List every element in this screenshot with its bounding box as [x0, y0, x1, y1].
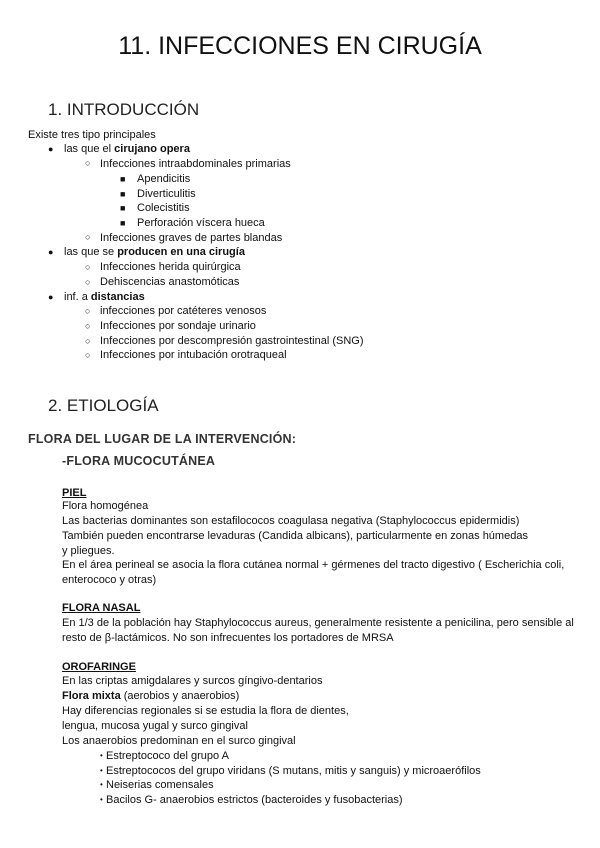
oro-line: En las criptas amigdalares y surcos gíngivo-dentarios — [62, 675, 323, 687]
list-item: las que se producen en una cirugía — [64, 246, 245, 258]
bullet-circle-icon: ○ — [85, 321, 91, 331]
oro-line: lengua, mucosa yugal y surco gingival — [62, 720, 248, 732]
list-item: Estreptococos del grupo viridans (S mutans, mitis y sanguis) y microaerófilos — [106, 765, 481, 777]
list-item: Infecciones graves de partes blandas — [100, 232, 283, 244]
page-title: 11. INFECCIONES EN CIRUGÍA — [118, 32, 482, 60]
list-item: inf. a distancias — [64, 291, 145, 303]
bullet-square-icon: ■ — [120, 218, 126, 228]
bullet-dot-icon: • — [100, 795, 103, 804]
oro-line: Los anaerobios predominan en el surco gingival — [62, 735, 296, 747]
section-heading-etiologia: 2. ETIOLOGÍA — [48, 396, 159, 415]
bullet-dot-icon: ● — [48, 292, 54, 302]
list-item: Dehiscencias anastomóticas — [100, 276, 240, 288]
bullet-circle-icon: ○ — [85, 336, 91, 346]
oro-line: Flora mixta (aerobios y anaerobios) — [62, 690, 240, 702]
bullet-square-icon: ■ — [120, 189, 126, 199]
piel-line: Flora homogénea — [62, 500, 149, 512]
bullet-circle-icon: ○ — [85, 232, 91, 242]
nasal-title: FLORA NASAL — [62, 602, 141, 614]
bullet-dot-icon: • — [100, 780, 103, 789]
bullet-circle-icon: ○ — [85, 306, 91, 316]
piel-line: En el área perineal se asocia la flora cutánea normal + gérmenes del tracto digestivo ( Escherichia coli, enterococo y otras) — [62, 559, 565, 586]
section-heading-introduccion: 1. INTRODUCCIÓN — [48, 100, 200, 119]
bullet-dot-icon: ● — [48, 144, 54, 154]
piel-line: Las bacterias dominantes son estafilococos coagulasa negativa (Staphylococcus epidermidis) — [62, 515, 520, 527]
subheading-flora-lugar: FLORA DEL LUGAR DE LA INTERVENCIÓN: — [28, 432, 297, 446]
list-item: infecciones por catéteres venosos — [100, 305, 267, 317]
bullet-dot-icon: • — [100, 751, 103, 760]
list-item: Infecciones por intubación orotraqueal — [100, 349, 287, 361]
list-item: Infecciones por sondaje urinario — [100, 320, 256, 332]
piel-line: También pueden encontrarse levaduras (Candida albicans), particularmente en zonas húmedas y pliegues. — [62, 530, 528, 557]
list-item: Perforación víscera hueca — [137, 217, 265, 229]
bullet-square-icon: ■ — [120, 203, 126, 213]
list-item: Diverticulitis — [137, 188, 196, 200]
list-item: Bacilos G- anaerobios estrictos (bacteroides y fusobacterias) — [106, 794, 403, 806]
list-item: Infecciones por descompresión gastrointestinal (SNG) — [100, 335, 364, 347]
nasal-line: En 1/3 de la población hay Staphylococcus aureus, generalmente resistente a penicilina, pero sensible al resto de β-lactámicos. No son infrecuentes los portadores de MRSA — [62, 617, 574, 644]
bullet-circle-icon: ○ — [85, 158, 91, 168]
bullet-circle-icon: ○ — [85, 262, 91, 272]
list-item: Infecciones herida quirúrgica — [100, 261, 241, 273]
bullet-square-icon: ■ — [120, 174, 126, 184]
piel-title: PIEL — [62, 487, 87, 499]
bullet-dot-icon: ● — [48, 247, 54, 257]
subheading-flora-mucocutanea: -FLORA MUCOCUTÁNEA — [62, 454, 216, 468]
list-item: las que el cirujano opera — [64, 143, 190, 155]
list-item: Neiserias comensales — [106, 779, 214, 791]
list-item: Colecistitis — [137, 202, 190, 214]
list-item: Apendicitis — [137, 173, 191, 185]
orofaringe-title: OROFARINGE — [62, 661, 136, 673]
bullet-dot-icon: • — [100, 766, 103, 775]
bullet-circle-icon: ○ — [85, 350, 91, 360]
list-item: Estreptococo del grupo A — [106, 750, 229, 762]
oro-line: Hay diferencias regionales si se estudia la flora de dientes, — [62, 705, 349, 717]
intro-lead: Existe tres tipo principales — [28, 129, 156, 141]
list-item: Infecciones intraabdominales primarias — [100, 158, 291, 170]
bullet-circle-icon: ○ — [85, 277, 91, 287]
